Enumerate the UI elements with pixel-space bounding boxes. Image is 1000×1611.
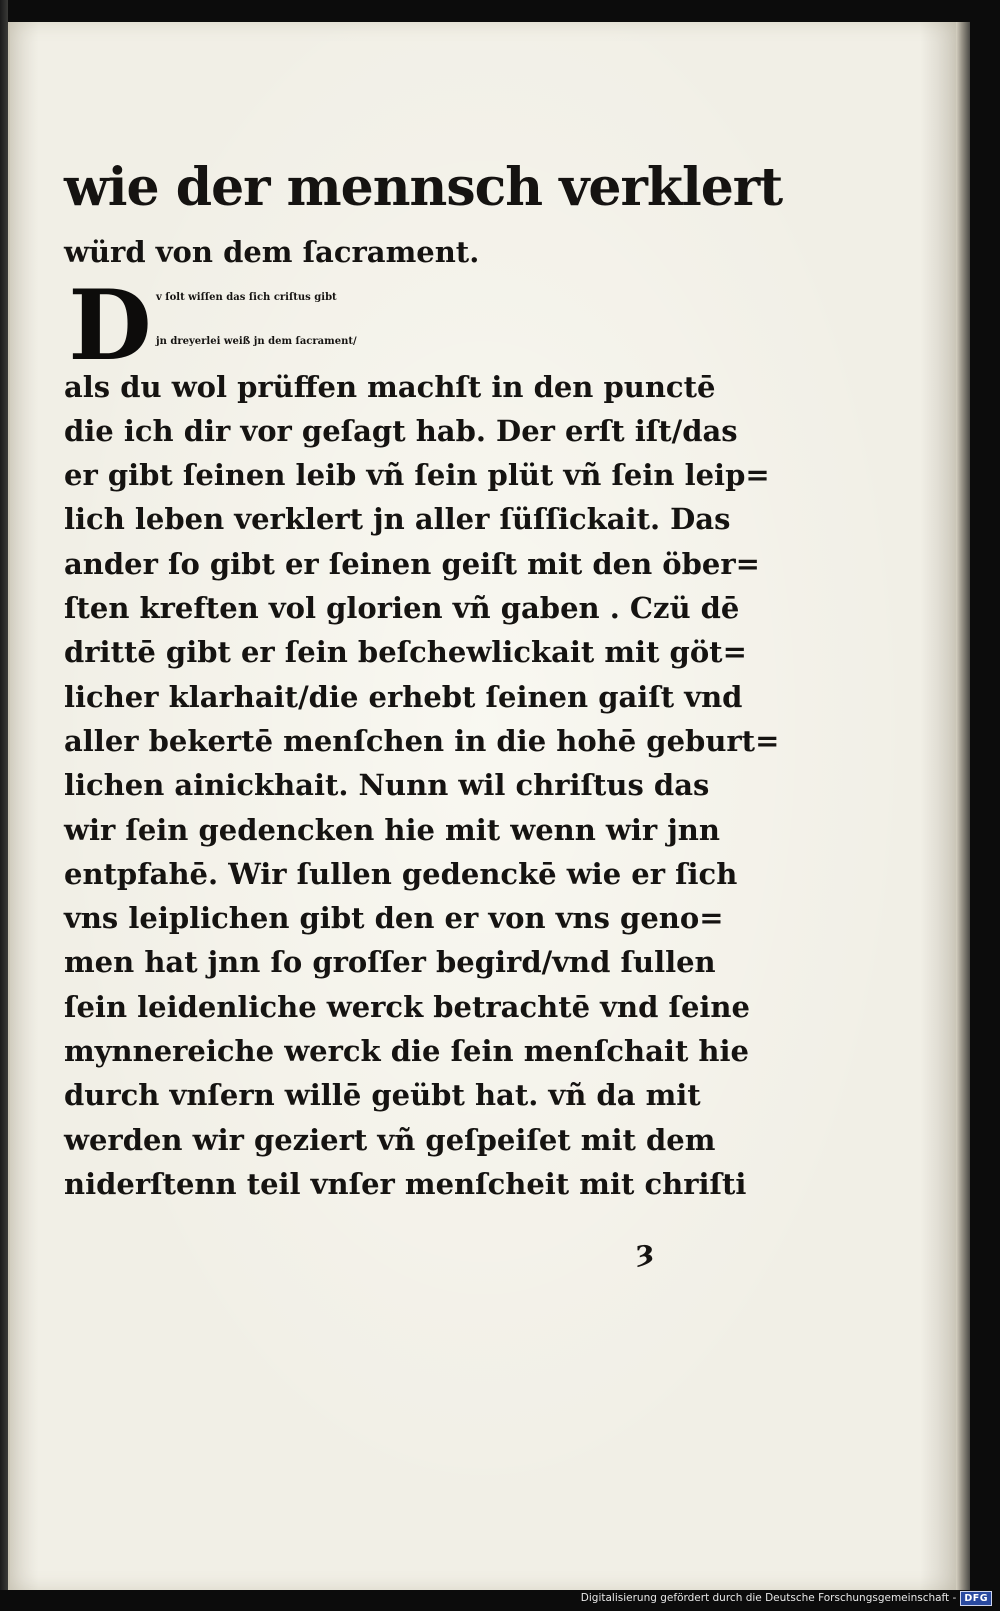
text-line: ſein leidenliche werck betrachtē vnd ſeine xyxy=(64,989,750,1024)
text-line: aller bekertē menſchen in die hohē geburt= xyxy=(64,723,780,758)
drop-cap-initial: D xyxy=(68,269,152,382)
text-line: men hat jnn ſo groſſer begird/vnd ſullen xyxy=(64,945,716,980)
body-text xyxy=(64,269,784,1206)
text-line: v ſolt wiſſen das ſich criſtus gibt xyxy=(156,292,337,303)
text-line: ander ſo gibt er ſeinen geiſt mit den öber= xyxy=(64,546,760,581)
signature-mark: ȝ xyxy=(636,1234,655,1269)
text-line: mynnereiche werck die ſein menſchait hie xyxy=(64,1034,749,1069)
text-line: niderſtenn teil vnſer menſcheit mit chriſti xyxy=(64,1166,747,1201)
dfg-logo: DFG xyxy=(960,1591,992,1606)
text-line: ſten kreften vol glorien vñ gaben . Czü dē xyxy=(64,591,740,626)
text-line: durch vnſern willē geübt hat. vñ da mit xyxy=(64,1078,701,1113)
digitization-credit xyxy=(581,1589,992,1607)
text-block xyxy=(64,148,784,1206)
text-line: werden wir geziert vñ geſpeiſet mit dem xyxy=(64,1122,716,1157)
chapter-subtitle: würd von dem ſacrament. xyxy=(64,235,480,269)
text-line: er gibt ſeinen leib vñ ſein plüt vñ ſein leip= xyxy=(64,458,770,493)
chapter-title: wie der mennsch verklert xyxy=(64,157,783,218)
text-line: lichen ainickhait. Nunn wil chriſtus das xyxy=(64,768,710,803)
text-line: drittē gibt er ſein beſchewlickait mit göt= xyxy=(64,635,747,670)
text-line: wir ſein gedencken hie mit wenn wir jnn xyxy=(64,812,720,847)
credit-text: Digitalisierung gefördert durch die Deutsche Forschungsgemeinschaft - xyxy=(580,1592,957,1604)
page-fore-edge xyxy=(956,22,970,1590)
text-line: vns leiplichen gibt den er von vns geno= xyxy=(64,901,724,936)
text-line: entpfahē. Wir ſullen gedenckē wie er ſich xyxy=(64,856,738,891)
text-line: die ich dir vor geſagt hab. Der erſt iſt/das xyxy=(64,413,738,448)
text-line: als du wol prüffen machſt in den punctē xyxy=(64,369,716,404)
text-line: lich leben verklert jn aller ſüſſickait. Das xyxy=(64,502,731,537)
scan-background-left xyxy=(0,0,8,1590)
text-line: jn dreyerlei weiß jn dem ſacrament/ xyxy=(156,336,357,348)
text-line: licher klarhait/die erhebt ſeinen gaiſt vnd xyxy=(64,679,743,714)
